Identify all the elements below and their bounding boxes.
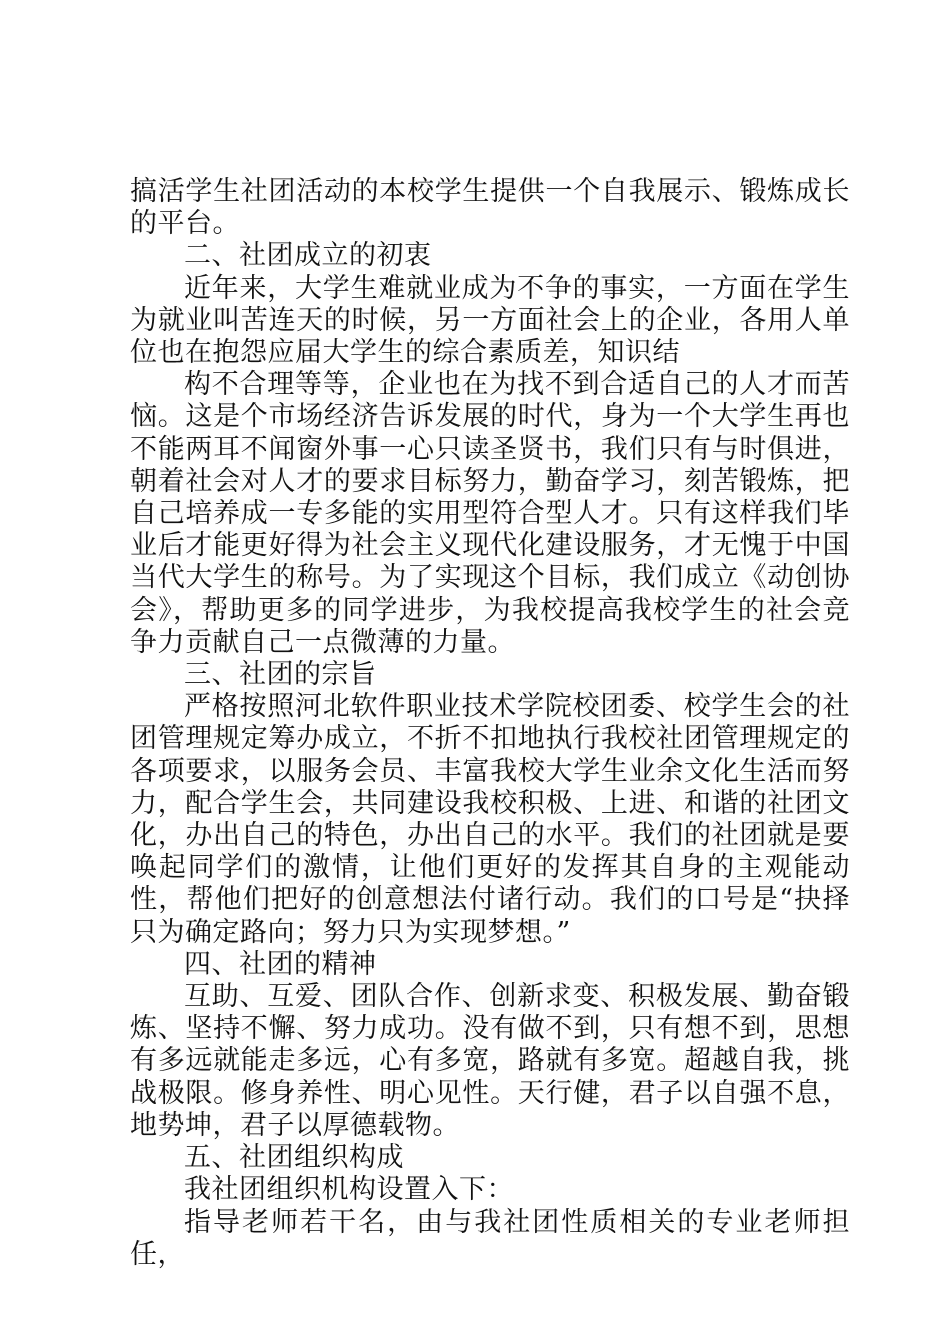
paragraph-continuation: 搞活学生社团活动的本校学生提供一个自我展示、锻炼成长的平台。 [130,176,850,240]
paragraph-advisors: 指导老师若干名，由与我社团性质相关的专业老师担任， [130,1206,850,1270]
paragraph-talent: 构不合理等等，企业也在为找不到合适自己的人才而苦恼。这是个市场经济告诉发展的时代，身为一个大学生再也不能两耳不闻窗外事一心只读圣贤书，我们只有与时俱进，朝着社会对人才的要求目标努力，勤奋学习，刻苦锻炼，把自己培养成一专多能的实用型符合型人才。只有这样我们毕业后才能更好得为社会主义现代化建设服务，才无愧于中国当代大学生的称号。为了实现这个目标，我们成立《动创协会》，帮助更多的同学进步，为我校提高我校学生的社会竞争力贡献自己一点微薄的力量。 [130,369,850,658]
section-heading-purpose: 三、社团的宗旨 [184,659,377,691]
section-heading-spirit: 四、社团的精神 [184,948,377,980]
document-body [130,176,850,1271]
paragraph-employment: 近年来，大学生难就业成为不争的事实，一方面在学生为就业叫苦连天的时候，另一方面社会上的企业，各用人单位也在抱怨应届大学生的综合素质差，知识结 [130,272,850,369]
section-heading-organization: 五、社团组织构成 [184,1142,404,1174]
paragraph-purpose: 严格按照河北软件职业技术学院校团委、校学生会的社团管理规定筹办成立，不折不扣地执行我校社团管理规定的各项要求，以服务会员、丰富我校大学生业余文化生活而努力，配合学生会，共同建设我校积极、上进、和谐的社团文化，办出自己的特色，办出自己的水平。我们的社团就是要唤起同学们的激情，让他们更好的发挥其自身的主观能动性，帮他们把好的创意想法付诸行动。我们的口号是“抉择只为确定路向；努力只为实现梦想。” [130,691,850,948]
section-heading-origin: 二、社团成立的初衷 [184,240,432,272]
paragraph-organization-intro: 我社团组织机构设置入下： [184,1174,514,1206]
paragraph-spirit: 互助、互爱、团队合作、创新求变、积极发展、勤奋锻炼、坚持不懈、努力成功。没有做不到，只有想不到，思想有多远就能走多远，心有多宽，路就有多宽。超越自我，挑战极限。修身养性、明心见性。天行健，君子以自强不息，地势坤，君子以厚德载物。 [130,981,850,1141]
